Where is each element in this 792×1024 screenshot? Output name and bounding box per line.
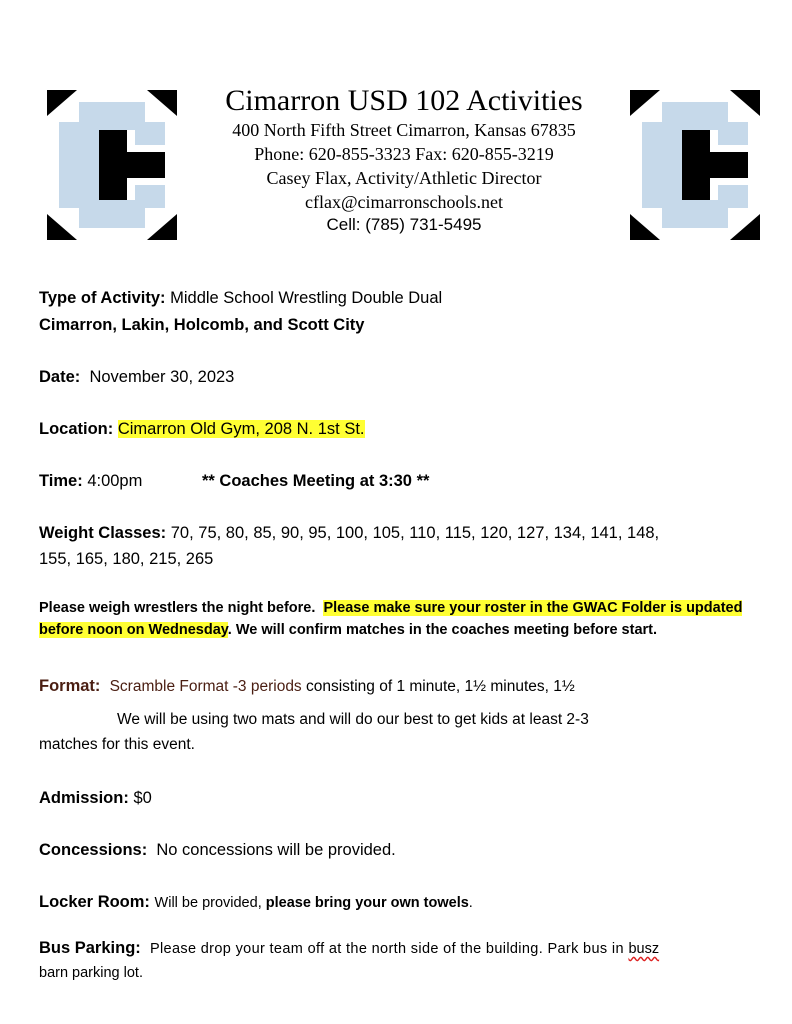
letterhead-cell: Cell: (785) 731-5495 bbox=[326, 215, 482, 234]
weigh-in-text-2: . We will confirm matches in the coaches meeting before start. bbox=[227, 622, 658, 638]
locker-room-towels: please bring your own towels bbox=[265, 895, 469, 911]
location-label: Location: bbox=[39, 420, 114, 438]
location-value: Cimarron Old Gym, 208 N. 1st St. bbox=[117, 420, 365, 438]
format-label: Format: bbox=[39, 677, 101, 695]
locker-room-line bbox=[39, 893, 755, 912]
activity-label: Type of Activity: bbox=[39, 289, 166, 307]
activity-value: Middle School Wrestling Double Dual bbox=[170, 289, 443, 307]
bus-parking-text-1: Please drop your team off at the north side of the building. Park bus in bbox=[149, 941, 624, 957]
cimarron-logo-left-icon bbox=[47, 90, 177, 240]
time-line bbox=[39, 472, 755, 491]
bus-parking-misspelled-word: busz bbox=[628, 941, 660, 957]
location-line bbox=[39, 420, 755, 439]
weights-values-1: 70, 75, 80, 85, 90, 95, 100, 105, 110, 115, 120, 127, 134, 141, 148, bbox=[170, 524, 660, 542]
letterhead-phone-fax: Phone: 620-855-3323 Fax: 620-855-3219 bbox=[254, 144, 554, 164]
weigh-in-paragraph bbox=[39, 597, 755, 641]
teams-line: Cimarron, Lakin, Holcomb, and Scott City bbox=[39, 316, 365, 334]
admission-label: Admission: bbox=[39, 789, 129, 807]
letterhead-address: 400 North Fifth Street Cimarron, Kansas 67835 bbox=[232, 120, 576, 140]
locker-room-end: . bbox=[468, 895, 473, 911]
activity-line bbox=[39, 289, 755, 308]
time-value: 4:00pm bbox=[87, 472, 143, 490]
letterhead bbox=[180, 84, 628, 236]
bus-parking-line-1 bbox=[39, 939, 755, 958]
date-value: November 30, 2023 bbox=[89, 368, 235, 386]
format-value-2: consisting of 1 minute, 1½ minutes, 1½ bbox=[301, 678, 575, 695]
concessions-value: No concessions will be provided. bbox=[156, 841, 396, 859]
admission-line bbox=[39, 789, 755, 808]
weights-line-1 bbox=[39, 524, 755, 543]
mats-line-1: We will be using two mats and will do our best to get kids at least 2-3 bbox=[117, 711, 589, 728]
locker-room-label: Locker Room: bbox=[39, 893, 150, 911]
weights-label: Weight Classes: bbox=[39, 524, 167, 542]
date-line bbox=[39, 368, 755, 387]
date-label: Date: bbox=[39, 368, 81, 386]
roster-deadline-highlight: Please make sure your roster in the GWAC Folder is updated before noon on Wednesday bbox=[39, 600, 743, 638]
cimarron-logo-right-icon bbox=[630, 90, 760, 240]
admission-value: $0 bbox=[133, 789, 152, 807]
bus-parking-label: Bus Parking: bbox=[39, 939, 141, 957]
letterhead-email: cflax@cimarronschools.net bbox=[304, 192, 503, 212]
coaches-meeting-note: ** Coaches Meeting at 3:30 ** bbox=[202, 472, 430, 490]
weigh-in-text-1: Please weigh wrestlers the night before. bbox=[39, 600, 316, 616]
bus-parking-line-2: barn parking lot. bbox=[39, 965, 143, 981]
time-label: Time: bbox=[39, 472, 83, 490]
letterhead-director: Casey Flax, Activity/Athletic Director bbox=[266, 168, 542, 188]
locker-room-value: Will be provided, bbox=[154, 895, 266, 911]
letterhead-title: Cimarron USD 102 Activities bbox=[225, 84, 583, 117]
mats-line-2: matches for this event. bbox=[39, 736, 195, 753]
format-value-1: Scramble Format -3 periods bbox=[109, 678, 302, 695]
concessions-label: Concessions: bbox=[39, 841, 148, 859]
weights-values-2: 155, 165, 180, 215, 265 bbox=[39, 550, 214, 568]
format-line bbox=[39, 677, 755, 696]
concessions-line bbox=[39, 841, 755, 860]
